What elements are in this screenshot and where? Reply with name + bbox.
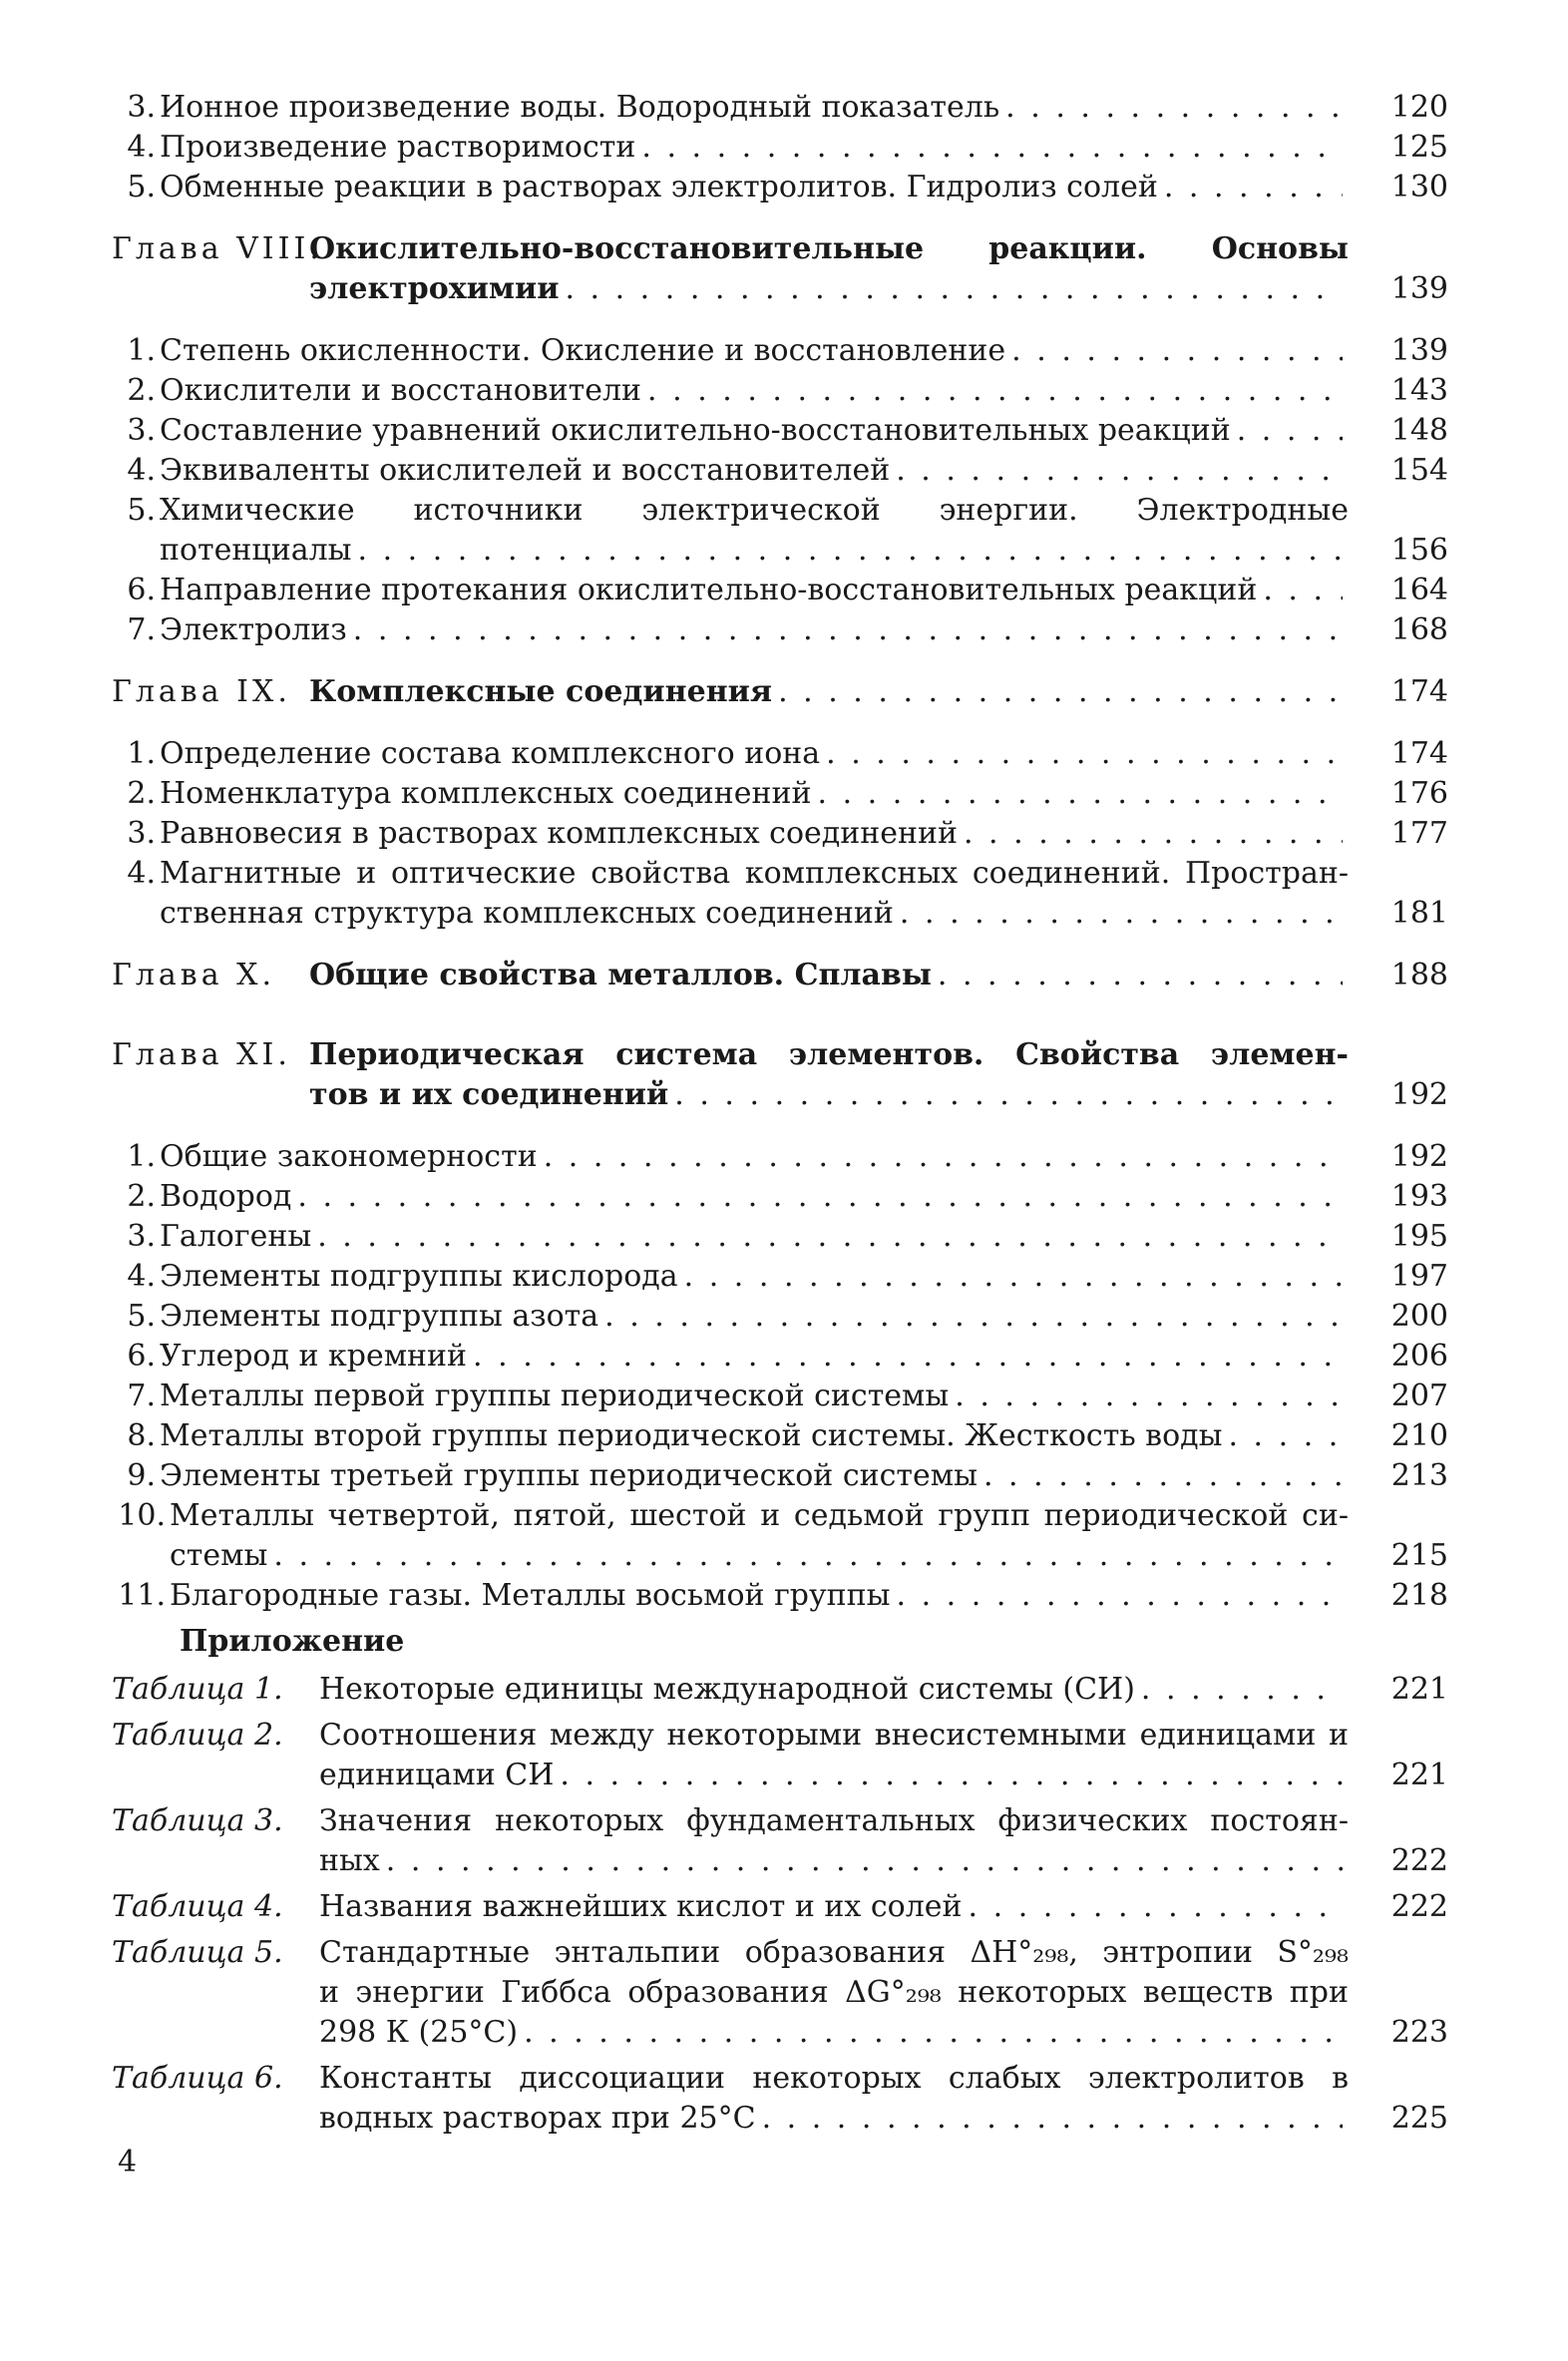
section-title: Степень окисленности. Окисление и восстановление — [160, 333, 1006, 368]
page-ref: 222 — [1390, 1889, 1448, 1924]
toc-entry[interactable] — [112, 128, 1448, 168]
page-ref: 192 — [1390, 1077, 1448, 1112]
appendix-table-entry[interactable] — [112, 1670, 1448, 1710]
section-number: 1. — [127, 736, 156, 771]
page-ref: 177 — [1390, 816, 1448, 851]
section-title: Ионное произведение воды. Водородный показатель — [160, 90, 1000, 125]
appendix-table-entry[interactable] — [112, 1887, 1448, 1927]
section-number: 2. — [127, 1179, 156, 1214]
toc-entry[interactable] — [112, 1456, 1448, 1496]
section-number: 4. — [127, 130, 156, 165]
toc-entry[interactable] — [112, 411, 1448, 451]
page-ref: 148 — [1390, 413, 1448, 448]
section-title: Определение состава комплексного иона — [160, 736, 821, 771]
section-title: Обменные реакции в растворах электролитов. Гидролиз солей — [160, 170, 1158, 204]
page-ref: 225 — [1390, 2101, 1448, 2136]
dot-leader — [897, 1576, 1343, 1616]
dot-leader — [273, 1536, 1343, 1576]
chapter-label: Глава VIII. — [112, 231, 323, 266]
page-ref: 193 — [1390, 1179, 1448, 1214]
section-number: 1. — [127, 333, 156, 368]
section-number: 3. — [127, 816, 156, 851]
chapter-title-cont: тов и их соединений — [309, 1077, 669, 1112]
toc-entry[interactable] — [112, 1257, 1448, 1297]
section-number: 8. — [127, 1418, 156, 1453]
chapter-title-cont: электрохимии — [309, 271, 560, 306]
table-title: Значения некоторых фундаментальных физических постоян- — [319, 1803, 1349, 1838]
section-title: Составление уравнений окислительно-восстановительных реакций — [160, 413, 1231, 448]
dot-leader — [826, 734, 1343, 774]
section-number: 4. — [127, 453, 156, 488]
appendix-heading[interactable]: Приложение — [180, 1624, 405, 1659]
page-ref: 207 — [1390, 1378, 1448, 1413]
section-title-cont: ственная структура комплексных соединений — [160, 896, 894, 931]
section-number: 9. — [127, 1458, 156, 1493]
toc-entry[interactable] — [112, 774, 1448, 814]
chapter-title: Общие свойства металлов. Сплавы — [309, 958, 932, 992]
section-title: Водород — [160, 1179, 292, 1214]
section-number: 7. — [127, 1378, 156, 1413]
appendix-table-entry[interactable] — [112, 1801, 1448, 1881]
dot-leader — [386, 1841, 1343, 1881]
section-number: 5. — [127, 1299, 156, 1334]
toc-entry[interactable] — [112, 331, 1448, 371]
toc-entry[interactable] — [112, 451, 1448, 491]
toc-entry[interactable] — [112, 1337, 1448, 1377]
page-ref: 206 — [1390, 1339, 1448, 1374]
chapter-title: Комплексные соединения — [309, 674, 773, 709]
section-number: 4. — [127, 1259, 156, 1294]
dot-leader — [604, 1297, 1343, 1337]
section-title: Произведение растворимости — [160, 130, 636, 165]
table-label: Таблица 4. — [112, 1889, 283, 1924]
dot-leader — [900, 894, 1343, 934]
section-title: Электролиз — [160, 612, 347, 647]
section-number: 4. — [127, 856, 156, 891]
toc-entry[interactable] — [112, 1217, 1448, 1257]
page-ref: 222 — [1390, 1843, 1448, 1878]
section-number: 2. — [127, 373, 156, 408]
toc-entry[interactable] — [112, 571, 1448, 610]
toc-entry[interactable] — [112, 88, 1448, 128]
toc-entry[interactable] — [112, 854, 1448, 934]
table-title: Стандартные энтальпии образования ΔH°₂₉₈, энтропии S°₂₉₈ — [319, 1935, 1349, 1970]
dot-leader — [1011, 331, 1343, 371]
dot-leader — [524, 2013, 1343, 2053]
toc-entry[interactable] — [112, 1496, 1448, 1576]
dot-leader — [896, 451, 1343, 491]
section-title: Номенклатура комплексных соединений — [160, 776, 812, 811]
page-ref: 154 — [1390, 453, 1448, 488]
section-title: Химические источники электрической энергии. Электродные — [160, 493, 1349, 528]
table-title: Константы диссоциации некоторых слабых электролитов в — [319, 2061, 1349, 2096]
page-ref: 215 — [1390, 1538, 1448, 1573]
table-title-cont: и энергии Гиббса образования ΔG°₂₉₈ некоторых веществ при — [319, 1975, 1349, 2010]
section-number: 3. — [127, 90, 156, 125]
dot-leader — [1164, 168, 1343, 207]
section-title: Элементы подгруппы кислорода — [160, 1259, 678, 1294]
section-number: 6. — [127, 1339, 156, 1374]
page-ref: 213 — [1390, 1458, 1448, 1493]
dot-leader — [1263, 571, 1343, 610]
page-ref: 221 — [1390, 1758, 1448, 1792]
toc-entry[interactable] — [112, 734, 1448, 774]
section-number: 6. — [127, 573, 156, 607]
table-label: Таблица 5. — [112, 1935, 283, 1970]
appendix-table-entry[interactable] — [112, 1716, 1448, 1795]
chapter-heading[interactable] — [112, 956, 1448, 995]
section-number: 5. — [127, 170, 156, 204]
page-ref: 120 — [1390, 90, 1448, 125]
dot-leader — [938, 956, 1343, 995]
chapter-title: Периодическая система элементов. Свойства элемен- — [309, 1037, 1349, 1072]
table-title-cont: единицами СИ — [319, 1758, 555, 1792]
chapter-heading[interactable] — [112, 1035, 1448, 1115]
table-label: Таблица 2. — [112, 1718, 283, 1753]
table-title-cont: водных растворах при 25°С — [319, 2101, 756, 2136]
dot-leader — [969, 1887, 1343, 1927]
dot-leader — [560, 1756, 1343, 1795]
table-title-cont: 298 К (25°С) — [319, 2015, 519, 2050]
section-title: Металлы четвертой, пятой, шестой и седьмой групп периодической си- — [170, 1498, 1349, 1533]
dot-leader — [358, 531, 1343, 571]
page-ref: 139 — [1390, 271, 1448, 306]
dot-leader — [565, 269, 1343, 309]
toc-entry[interactable] — [112, 491, 1448, 571]
section-number: 10. — [118, 1498, 166, 1533]
toc-entry[interactable] — [112, 1177, 1448, 1217]
page-ref: 218 — [1390, 1578, 1448, 1613]
toc-entry[interactable] — [112, 371, 1448, 411]
chapter-title: Окислительно-восстановительные реакции. Основы — [309, 231, 1349, 266]
chapter-heading[interactable] — [112, 229, 1448, 309]
dot-leader — [983, 1456, 1343, 1496]
page-ref: 200 — [1390, 1299, 1448, 1334]
table-label: Таблица 1. — [112, 1672, 283, 1707]
section-title: Металлы второй группы периодической системы. Жесткость воды — [160, 1418, 1223, 1453]
dot-leader — [674, 1075, 1343, 1115]
page-ref: 221 — [1390, 1672, 1448, 1707]
page-ref: 168 — [1390, 612, 1448, 647]
table-title: Названия важнейших кислот и их солей — [319, 1889, 963, 1924]
page-ref: 223 — [1390, 2015, 1448, 2050]
page-ref: 125 — [1390, 130, 1448, 165]
dot-leader — [1228, 1416, 1343, 1456]
page-ref: 143 — [1390, 373, 1448, 408]
page-ref: 164 — [1390, 573, 1448, 607]
section-title: Благородные газы. Металлы восьмой группы — [170, 1578, 891, 1613]
dot-leader — [964, 814, 1343, 854]
section-number: 2. — [127, 776, 156, 811]
section-title: Магнитные и оптические свойства комплексных соединений. Простран- — [160, 856, 1349, 891]
section-title-cont: потенциалы — [160, 533, 352, 568]
appendix-table-entry[interactable] — [112, 1933, 1448, 2053]
dot-leader — [1005, 88, 1343, 128]
section-number: 3. — [127, 1219, 156, 1254]
page-ref: 188 — [1390, 958, 1448, 992]
page-ref: 210 — [1390, 1418, 1448, 1453]
page-ref: 174 — [1390, 674, 1448, 709]
appendix-table-entry[interactable] — [112, 2059, 1448, 2139]
dot-leader — [684, 1257, 1343, 1297]
section-number: 1. — [127, 1139, 156, 1174]
chapter-heading[interactable] — [112, 672, 1448, 712]
section-number: 5. — [127, 493, 156, 528]
dot-leader — [818, 774, 1343, 814]
section-title: Окислители и восстановители — [160, 373, 642, 408]
section-number: 11. — [118, 1578, 166, 1613]
dot-leader — [297, 1177, 1343, 1217]
dot-leader — [762, 2099, 1343, 2139]
dot-leader — [641, 128, 1343, 168]
section-title: Углерод и кремний — [160, 1339, 468, 1374]
page-ref: 174 — [1390, 736, 1448, 771]
dot-leader — [955, 1377, 1343, 1416]
page-number: 4 — [118, 2145, 138, 2179]
section-title: Металлы первой группы периодической системы — [160, 1378, 950, 1413]
section-title: Галогены — [160, 1219, 312, 1254]
section-title-cont: стемы — [170, 1538, 268, 1573]
page-ref: 139 — [1390, 333, 1448, 368]
toc-entry[interactable] — [112, 814, 1448, 854]
dot-leader — [544, 1137, 1343, 1177]
toc-entry[interactable] — [112, 610, 1448, 650]
chapter-label: Глава X. — [112, 958, 276, 992]
dot-leader — [778, 672, 1343, 712]
page-ref: 197 — [1390, 1259, 1448, 1294]
section-title: Эквиваленты окислителей и восстановителей — [160, 453, 891, 488]
toc-entry[interactable] — [112, 1297, 1448, 1337]
table-title-cont: ных — [319, 1843, 380, 1878]
section-title: Равновесия в растворах комплексных соединений — [160, 816, 958, 851]
page-ref: 181 — [1390, 896, 1448, 931]
toc-entry[interactable] — [112, 168, 1448, 207]
chapter-label: Глава IX. — [112, 674, 291, 709]
table-of-contents — [112, 88, 1448, 2145]
section-number: 3. — [127, 413, 156, 448]
page-ref: 195 — [1390, 1219, 1448, 1254]
table-label: Таблица 6. — [112, 2061, 283, 2096]
table-title: Некоторые единицы международной системы (СИ) — [319, 1672, 1135, 1707]
section-number: 7. — [127, 612, 156, 647]
toc-entry[interactable] — [112, 1416, 1448, 1456]
dot-leader — [1237, 411, 1343, 451]
table-title: Соотношения между некоторыми внесистемными единицами и — [319, 1718, 1349, 1753]
dot-leader — [647, 371, 1343, 411]
page-ref: 192 — [1390, 1139, 1448, 1174]
toc-entry[interactable] — [112, 1576, 1448, 1616]
section-title: Элементы третьей группы периодической системы — [160, 1458, 978, 1493]
toc-entry[interactable] — [112, 1137, 1448, 1177]
chapter-label: Глава XI. — [112, 1037, 291, 1072]
table-label: Таблица 3. — [112, 1803, 283, 1838]
toc-entry[interactable] — [112, 1377, 1448, 1416]
dot-leader — [317, 1217, 1343, 1257]
section-title: Общие закономерности — [160, 1139, 538, 1174]
dot-leader — [353, 610, 1343, 650]
section-title: Элементы подгруппы азота — [160, 1299, 599, 1334]
dot-leader — [473, 1337, 1343, 1377]
page-ref: 130 — [1390, 170, 1448, 204]
page-ref: 176 — [1390, 776, 1448, 811]
page-ref: 156 — [1390, 533, 1448, 568]
dot-leader — [1141, 1670, 1343, 1710]
section-title: Направление протекания окислительно-восстановительных реакций — [160, 573, 1258, 607]
